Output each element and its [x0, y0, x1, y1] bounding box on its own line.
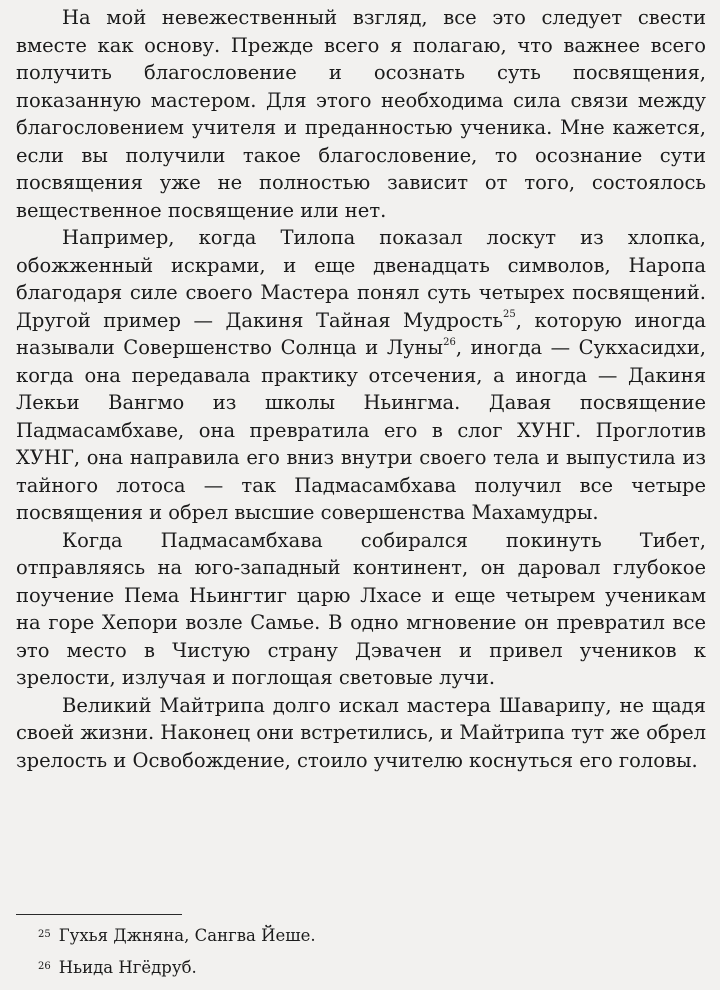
paragraph-2 [16, 224, 706, 527]
footnotes [16, 914, 706, 985]
footnote-26 [16, 953, 706, 985]
paragraph-2-text-a: Например, когда Тилопа показал лоскут из хлопка, обожженный искрами, и еще двенадцать символов, Наропа благодаря силе своего Мастера понял суть четырех посвящений. Другой пример — Дакиня Тайная Мудрость [16, 226, 706, 332]
footnote-number: 25 [38, 929, 51, 940]
footnote-divider [16, 914, 182, 915]
footnote-number: 26 [38, 961, 51, 972]
main-text [16, 4, 706, 774]
footnote-25 [16, 921, 706, 953]
paragraph-1 [16, 4, 706, 224]
footnote-ref-26: 26 [443, 336, 456, 348]
paragraph-1-text: На мой невежественный взгляд, все это следует свести вместе как основу. Прежде всего я полагаю, что важнее всего получить благословение и осознать суть посвящения, показанную мастером. Для этого необходима сила связи между благословением учителя и преданностью ученика. Мне кажется, если вы получили такое благословение, то осознание сути посвящения уже не полностью зависит от того, состоялось вещественное посвящение или нет. [16, 6, 706, 222]
paragraph-4-text: Великий Майтрипа долго искал мастера Шаварипу, не щадя своей жизни. Наконец они встретились, и Майтрипа тут же обрел зрелость и Освобождение, стоило учителю коснуться его головы. [16, 693, 706, 772]
paragraph-3 [16, 527, 706, 692]
paragraph-2-text-b: , которую иногда называли Совершенство Солнца и Луны [16, 308, 706, 359]
paragraph-2-text-c: , иногда — Сукхасидхи, когда она передавала практику отсечения, а иногда — Дакиня Лекьи Вангмо из школы Ньингма. Давая посвящение Падмасамбхаве, она превратила его в слог ХУНГ. Проглотив ХУНГ, она направила его вниз внутри своего тела и выпустила из тайного лотоса — так Падмасамбхава получил все четыре посвящения и обрел высшие совершенства Махамудры. [16, 336, 706, 524]
paragraph-3-text: Когда Падмасамбхава собирался покинуть Тибет, отправляясь на юго-западный континент, он даровал глубокое поучение Пема Ньингтиг царю Лхасе и еще четырем ученикам на горе Хепори возле Самье. В одно мгновение он превратил все это место в Чистую страну Дэвачен и привел учеников к зрелости, излучая и поглощая световые лучи. [16, 528, 706, 689]
paragraph-4 [16, 692, 706, 775]
footnote-text: Ньида Нгёдруб. [58, 958, 197, 977]
footnote-text: Гухья Джняна, Сангва Йеше. [58, 926, 316, 945]
footnote-ref-25: 25 [503, 309, 516, 320]
